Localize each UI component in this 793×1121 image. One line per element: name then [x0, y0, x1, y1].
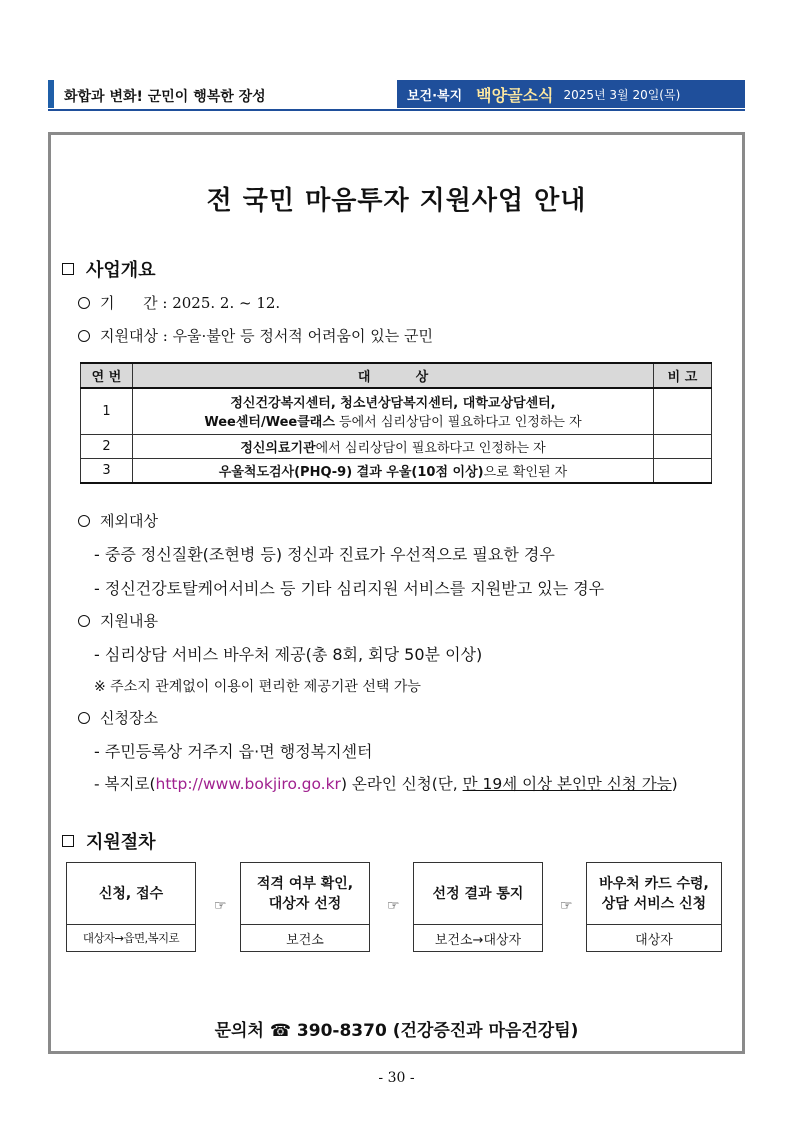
table-row: 3 우울척도검사(PHQ-9) 결과 우울(10점 이상)으로 확인된 자: [81, 458, 712, 483]
header-accent-bar: [48, 80, 54, 108]
table-header-no: 연 번: [81, 363, 133, 388]
header-publication: 백양골소식: [476, 85, 554, 105]
header-date: 2025년 3월 20일(목): [563, 87, 681, 102]
exclusion-item-1: - 중증 정신질환(조현병 등) 정신과 진료가 우선적으로 필요한 경우: [94, 545, 555, 564]
period-line: 기 간 : 2025. 2. ~ 12.: [78, 292, 280, 313]
procedure-step-3: 선정 결과 통지 보건소→대상자: [413, 862, 543, 952]
page-number: - 30 -: [378, 1070, 415, 1086]
apply-item-1: - 주민등록상 거주지 읍·면 행정복지센터: [94, 742, 373, 761]
header-publication-box: [397, 80, 745, 108]
pointing-hand-icon: ☞: [214, 898, 227, 914]
header-category: 보건·복지: [407, 88, 463, 104]
table-header-note: 비 고: [654, 363, 712, 388]
circle-bullet-icon: [78, 330, 90, 342]
section-procedure-heading: 지원절차: [62, 828, 156, 854]
header-slogan: 화합과 변화! 군민이 행복한 장성: [64, 89, 266, 105]
exclusion-label: 제외대상: [78, 510, 158, 531]
procedure-step-4: 바우처 카드 수령, 상담 서비스 신청 대상자: [586, 862, 722, 952]
pointing-hand-icon: ☞: [560, 898, 573, 914]
page-title: 전 국민 마음투자 지원사업 안내: [206, 186, 587, 216]
pointing-hand-icon: ☞: [387, 898, 400, 914]
exclusion-item-2: - 정신건강토탈케어서비스 등 기타 심리지원 서비스를 지원받고 있는 경우: [94, 579, 605, 598]
header-underline: [48, 109, 745, 111]
procedure-step-2: 적격 여부 확인, 대상자 선정 보건소: [240, 862, 370, 952]
circle-bullet-icon: [78, 615, 90, 627]
contact-line: 문의처 ☎ 390-8370 (건강증진과 마음건강팀): [214, 1021, 579, 1041]
table-header-row: [81, 363, 712, 388]
table-header-target: 대 상: [133, 363, 654, 388]
procedure-step-1: 신청, 접수 대상자→읍면,복지로: [66, 862, 196, 952]
section-overview-heading: 사업개요: [62, 256, 156, 282]
contact-phone[interactable]: 390-8370: [296, 1021, 387, 1041]
target-line: 지원대상 : 우울·불안 등 정서적 어려움이 있는 군민: [78, 325, 433, 346]
apply-item-2: - 복지로(http://www.bokjiro.go.kr) 온라인 신청(단, 만 19세 이상 본인만 신청 가능): [94, 775, 678, 793]
target-table: [80, 362, 712, 484]
table-row: 1 정신건강복지센터, 청소년상담복지센터, 대학교상담센터, Wee센터/Wee클래스 등에서 심리상담이 필요하다고 인정하는 자: [81, 388, 712, 434]
apply-place-label: 신청장소: [78, 707, 158, 728]
support-content-item: - 심리상담 서비스 바우처 제공(총 8회, 회당 50분 이상): [94, 645, 483, 664]
circle-bullet-icon: [78, 515, 90, 527]
phone-icon: ☎: [269, 1021, 291, 1041]
square-bullet-icon: [62, 263, 74, 275]
table-row: 2 정신의료기관에서 심리상담이 필요하다고 인정하는 자: [81, 434, 712, 458]
support-content-label: 지원내용: [78, 610, 158, 631]
circle-bullet-icon: [78, 712, 90, 724]
square-bullet-icon: [62, 835, 74, 847]
circle-bullet-icon: [78, 297, 90, 309]
bokjiro-link[interactable]: http://www.bokjiro.go.kr: [155, 775, 341, 793]
support-content-note: ※ 주소지 관계없이 이용이 편리한 제공기관 선택 가능: [94, 679, 421, 695]
